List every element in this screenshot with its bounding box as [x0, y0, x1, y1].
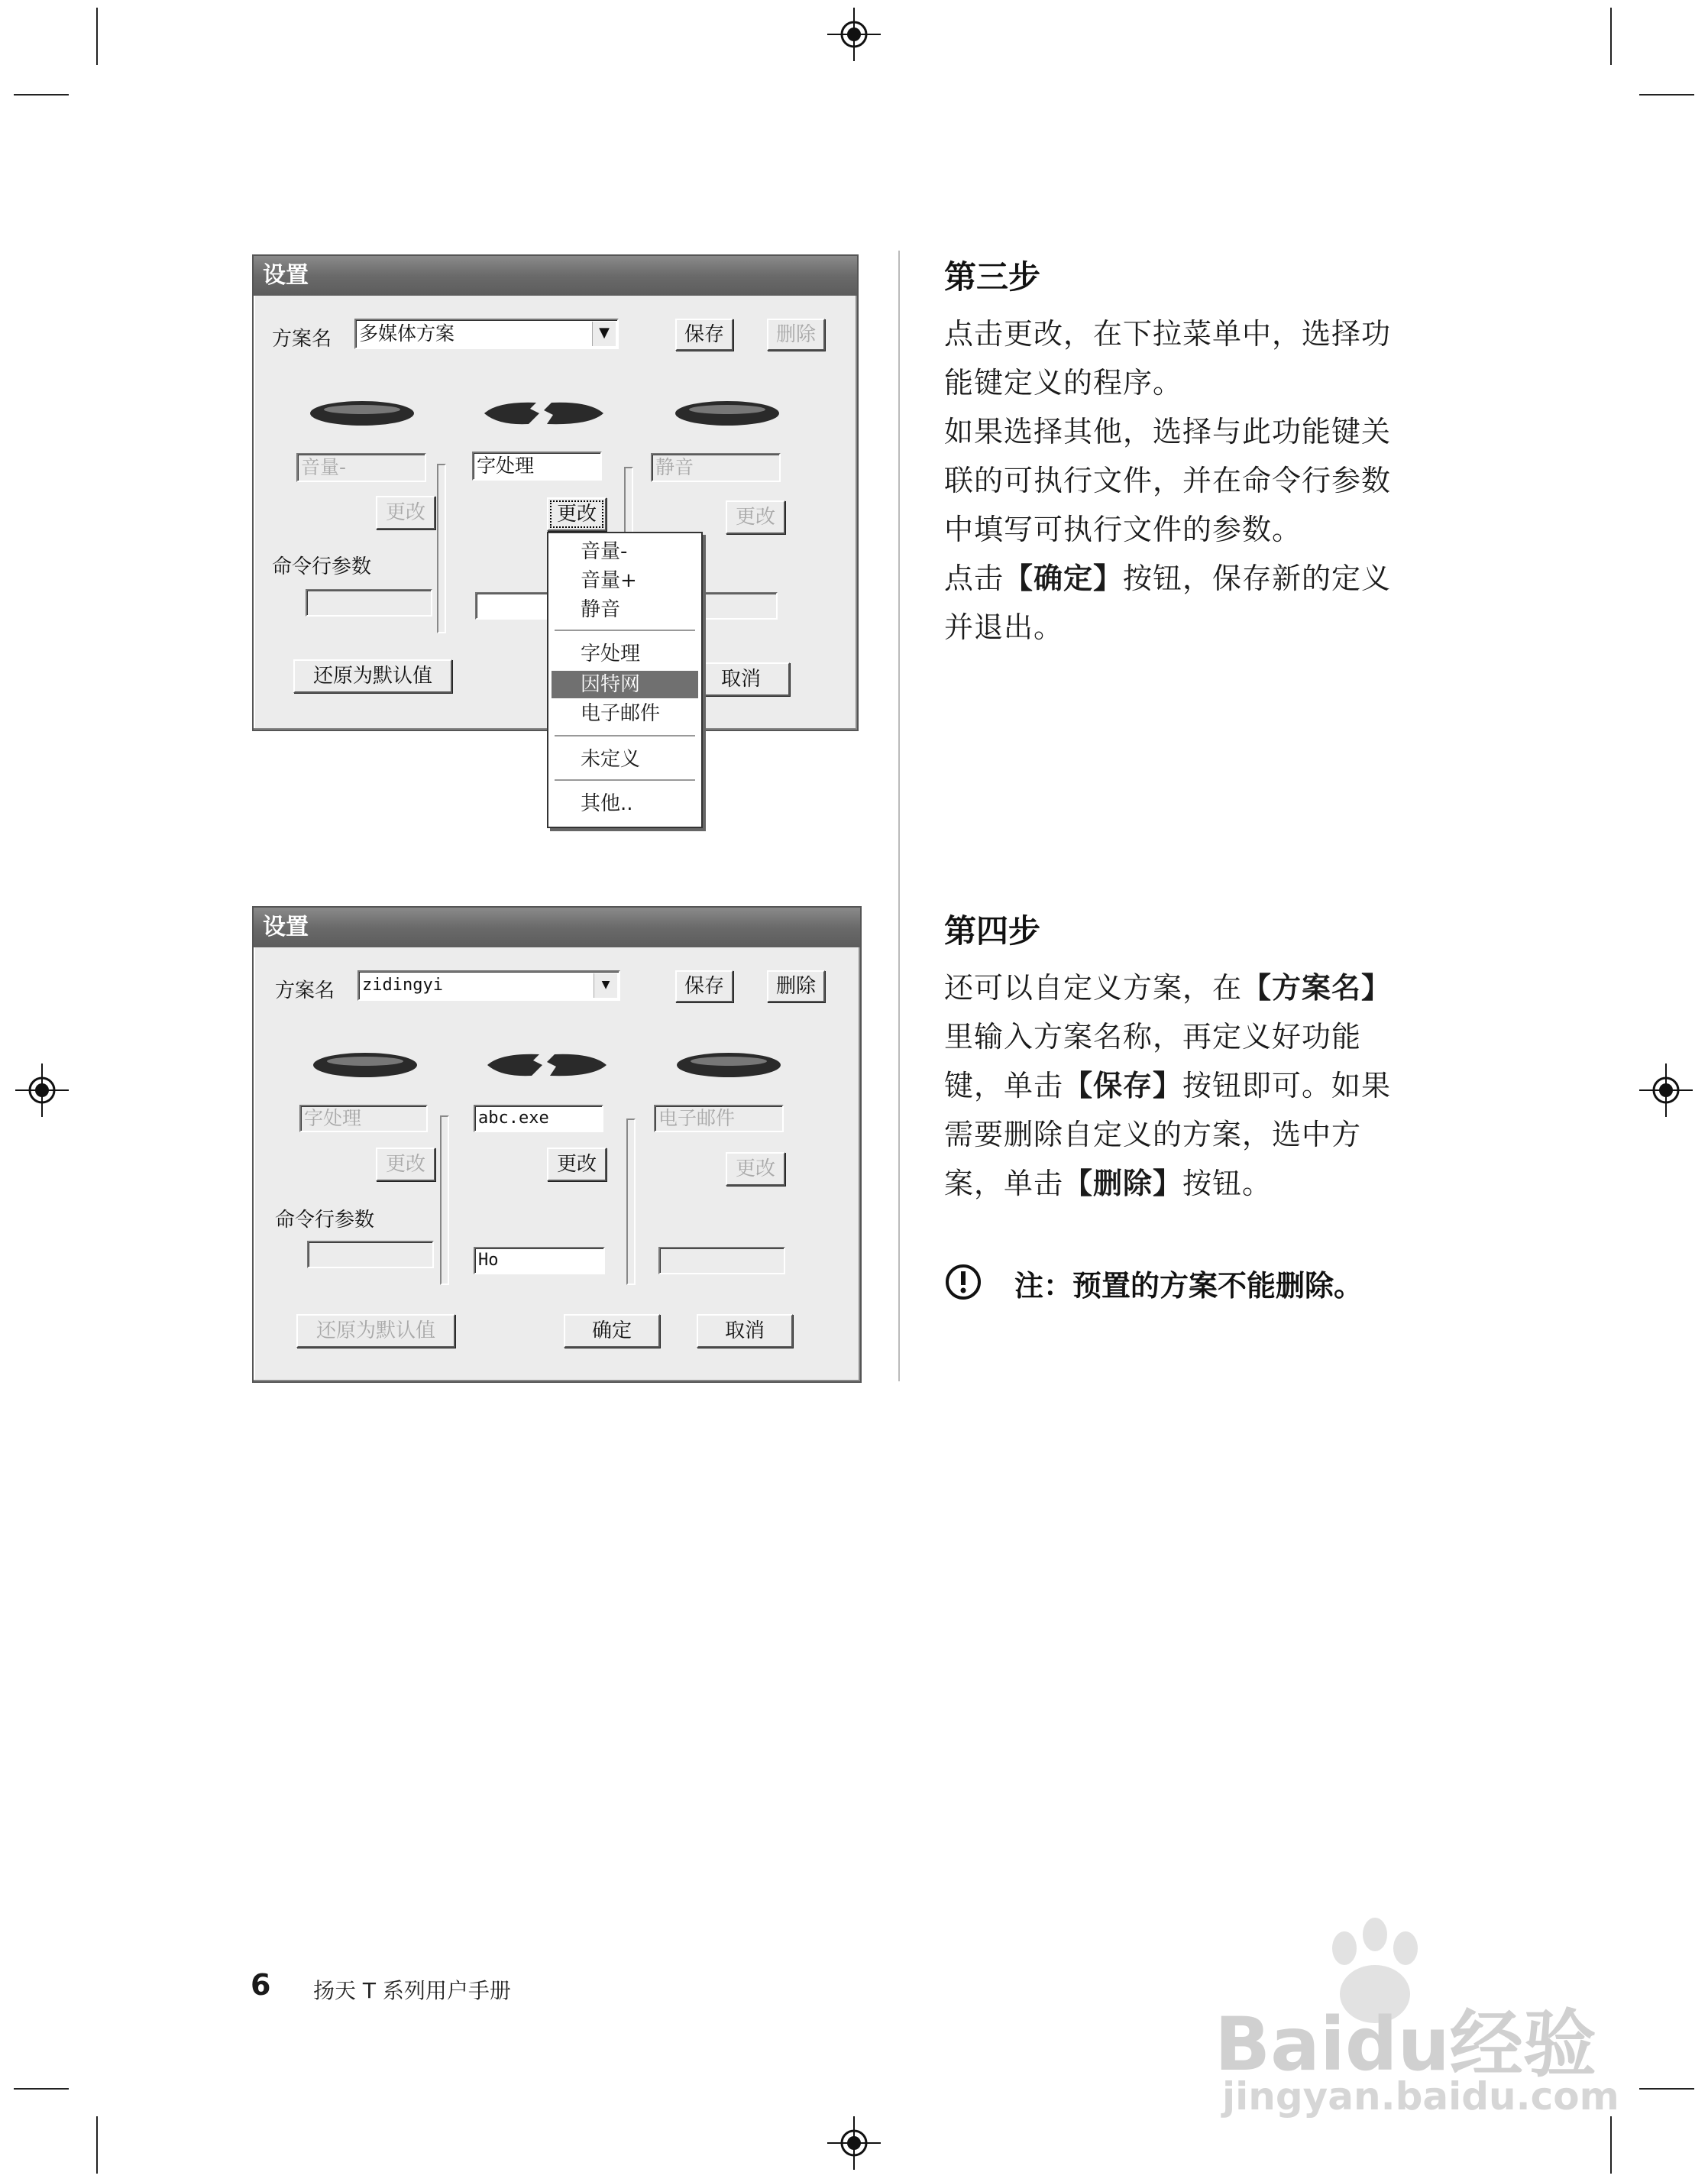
cmd-params-right[interactable] — [658, 1247, 785, 1274]
divider — [437, 464, 446, 633]
cmd-params-label: 命令行参数 — [272, 555, 372, 578]
program-dropdown-menu — [547, 532, 703, 828]
menu-item-word-processing[interactable]: 字处理 — [581, 643, 641, 665]
cmd-params-left[interactable] — [307, 1241, 434, 1268]
step4-heading: 第四步 — [944, 912, 1041, 950]
crop-mark — [1639, 94, 1694, 96]
crop-mark — [1610, 2116, 1612, 2174]
cmd-params-middle[interactable]: Ho — [474, 1247, 605, 1274]
crop-mark — [96, 8, 98, 65]
watermark-url: jingyan.baidu.com — [1222, 2074, 1619, 2119]
left-key-field[interactable]: 字处理 — [299, 1105, 428, 1132]
text-bold: 【方案名】 — [1242, 971, 1392, 1005]
settings-dialog-2 — [252, 906, 862, 1383]
footer-title: 扬天 T 系列用户手册 — [313, 1978, 511, 2003]
menu-item-other[interactable]: 其他.. — [581, 792, 633, 815]
menu-item-volume-up[interactable]: 音量+ — [581, 569, 637, 592]
text: 按钮，保存新的定义并退出。 — [944, 562, 1392, 644]
scheme-value: zidingyi — [362, 976, 443, 995]
text: 按钮即可。如果需要删除自定义的方案，选中方案，单击 — [944, 1069, 1392, 1200]
chevron-down-icon[interactable]: ▼ — [592, 322, 616, 346]
menu-item-email[interactable]: 电子邮件 — [581, 702, 661, 725]
text-bold: 【删除】 — [1063, 1167, 1183, 1200]
right-key-field[interactable]: 电子邮件 — [654, 1105, 784, 1132]
function-key-right-icon — [675, 1050, 782, 1080]
text: 里输入方案名称，再定义好功能键，单击 — [944, 1020, 1362, 1102]
note-text: 注：预置的方案不能删除。 — [1014, 1269, 1363, 1303]
function-key-right-icon — [674, 398, 781, 429]
menu-separator — [555, 630, 695, 632]
change-middle-button[interactable]: 更改 — [547, 1148, 607, 1181]
text: 还可以自定义方案，在 — [944, 971, 1243, 1005]
registration-mark-icon — [827, 2116, 881, 2170]
delete-button[interactable]: 删除 — [767, 970, 825, 1002]
text: 按钮。 — [1182, 1167, 1273, 1200]
menu-item-internet[interactable]: 因特网 — [552, 671, 698, 698]
change-right-button[interactable]: 更改 — [726, 1152, 785, 1186]
middle-key-field[interactable]: abc.exe — [474, 1105, 603, 1132]
restore-defaults-button[interactable]: 还原为默认值 — [293, 659, 452, 693]
cancel-button[interactable]: 取消 — [692, 662, 790, 696]
watermark-brand: Baidu经验 — [1215, 2002, 1596, 2087]
function-key-left-icon — [312, 1050, 419, 1080]
scheme-value: 多媒体方案 — [359, 322, 455, 345]
cmd-params-left[interactable] — [306, 589, 432, 617]
save-button[interactable]: 保存 — [675, 970, 733, 1002]
registration-mark-icon — [1639, 1063, 1693, 1117]
restore-defaults-button[interactable]: 还原为默认值 — [296, 1314, 455, 1348]
crop-mark — [14, 94, 69, 96]
function-key-left-icon — [309, 398, 416, 429]
save-button[interactable]: 保存 — [675, 319, 733, 351]
warning-icon — [944, 1263, 982, 1301]
scheme-label: 方案名 — [275, 979, 335, 1002]
text-bold: 【保存】 — [1063, 1069, 1183, 1102]
divider — [626, 1119, 636, 1285]
cmd-params-right[interactable] — [694, 592, 778, 620]
step3-paragraph-3 — [944, 554, 1418, 652]
right-key-field[interactable]: 静音 — [651, 453, 781, 482]
dialog-title: 设置 — [254, 908, 860, 947]
registration-mark-icon — [827, 8, 881, 61]
function-key-middle-icon — [486, 1050, 608, 1080]
registration-mark-icon — [15, 1063, 69, 1117]
menu-item-undefined[interactable]: 未定义 — [581, 748, 641, 771]
text: 点击 — [944, 562, 1004, 595]
crop-mark — [14, 2088, 69, 2090]
step3-paragraph-1: 点击更改，在下拉菜单中，选择功能键定义的程序。 — [944, 317, 1392, 400]
crop-mark — [1639, 2088, 1694, 2090]
function-key-middle-icon — [483, 398, 605, 429]
text-bold: 【确定】 — [1004, 562, 1124, 595]
crop-mark — [96, 2116, 98, 2174]
crop-mark — [1610, 8, 1612, 65]
step3-paragraph-2: 如果选择其他，选择与此功能键关联的可执行文件，并在命令行参数中填写可执行文件的参数。 — [944, 415, 1392, 546]
scheme-dropdown[interactable] — [354, 319, 619, 349]
dialog-title: 设置 — [254, 256, 857, 296]
change-left-button[interactable]: 更改 — [376, 1148, 435, 1181]
cancel-button[interactable]: 取消 — [697, 1314, 793, 1348]
ok-button[interactable]: 确定 — [564, 1314, 660, 1348]
step4-paragraph — [944, 963, 1418, 1208]
middle-key-field[interactable]: 字处理 — [472, 452, 602, 481]
change-left-button[interactable]: 更改 — [376, 496, 435, 529]
divider — [440, 1115, 449, 1285]
scheme-dropdown[interactable] — [357, 970, 620, 1001]
chevron-down-icon[interactable]: ▼ — [594, 973, 617, 998]
menu-separator — [555, 735, 695, 737]
change-middle-button[interactable]: 更改 — [547, 497, 607, 531]
scheme-label: 方案名 — [272, 328, 332, 351]
change-right-button[interactable]: 更改 — [726, 500, 785, 534]
menu-item-mute[interactable]: 静音 — [581, 598, 621, 621]
delete-button[interactable]: 删除 — [767, 319, 825, 351]
menu-item-volume-down[interactable]: 音量- — [581, 540, 628, 563]
page-number: 6 — [251, 1968, 271, 2002]
cmd-params-label: 命令行参数 — [275, 1209, 375, 1232]
column-divider — [898, 251, 900, 1381]
menu-separator — [555, 779, 695, 782]
left-key-field[interactable]: 音量- — [296, 453, 426, 482]
step3-heading: 第三步 — [944, 258, 1041, 296]
